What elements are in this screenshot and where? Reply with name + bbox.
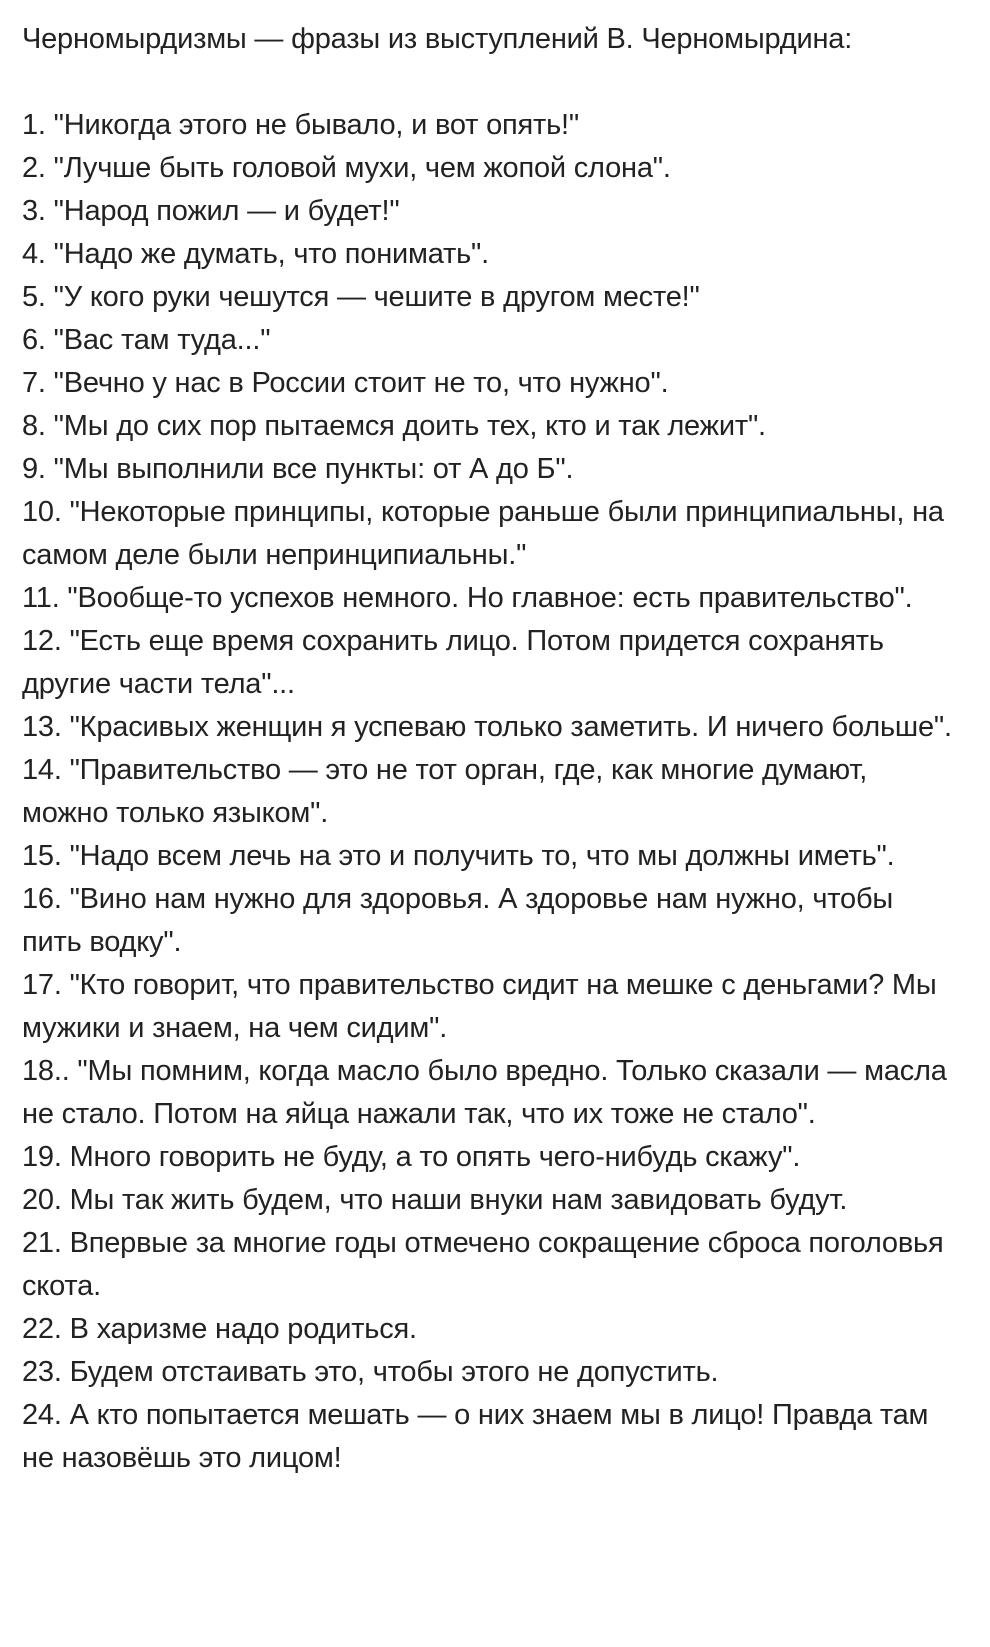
quote-item: 21. Впервые за многие годы отмечено сокращение сброса поголовья скота. xyxy=(22,1227,944,1302)
quote-item: 8. "Мы до сих пор пытаемся доить тех, кто и так лежит". xyxy=(22,410,766,442)
quote-item: 4. "Надо же думать, что понимать". xyxy=(22,238,489,270)
quote-item: 19. Много говорить не буду, а то опять чего-нибудь скажу". xyxy=(22,1141,801,1173)
quote-item: 10. "Некоторые принципы, которые раньше были принципиальны, на самом деле были непринципиальны." xyxy=(22,496,944,571)
quote-item: 20. Мы так жить будем, что наши внуки нам завидовать будут. xyxy=(22,1184,848,1216)
quote-item: 24. А кто попытается мешать — о них знаем мы в лицо! Правда там не назовёшь это лицом! xyxy=(22,1399,929,1474)
quote-item: 7. "Вечно у нас в России стоит не то, что нужно". xyxy=(22,367,669,399)
quote-item: 18.. "Мы помним, когда масло было вредно. Только сказали — масла не стало. Потом на яйца нажали так, что их тоже не стало". xyxy=(22,1055,947,1130)
page-title: Черномырдизмы — фразы из выступлений В. Черномырдина: xyxy=(22,23,853,55)
quote-item: 15. "Надо всем лечь на это и получить то, что мы должны иметь". xyxy=(22,840,895,872)
quote-list xyxy=(22,104,960,1480)
quote-item: 22. В харизме надо родиться. xyxy=(22,1313,417,1345)
quote-item: 17. "Кто говорит, что правительство сидит на мешке с деньгами? Мы мужики и знаем, на чем сидим". xyxy=(22,969,937,1044)
quote-item: 12. "Есть еще время сохранить лицо. Потом придется сохранять другие части тела"... xyxy=(22,625,884,700)
blank-line xyxy=(22,61,960,104)
quote-item: 11. "Вообще-то успехов немного. Но главное: есть правительство". xyxy=(22,582,913,614)
quote-item: 9. "Мы выполнили все пункты: от А до Б". xyxy=(22,453,574,485)
quote-item: 3. "Народ пожил — и будет!" xyxy=(22,195,400,227)
quote-item: 6. "Вас там туда..." xyxy=(22,324,271,356)
quote-item: 2. "Лучше быть головой мухи, чем жопой слона". xyxy=(22,152,671,184)
quote-item: 14. "Правительство — это не тот орган, где, как многие думают, можно только языком". xyxy=(22,754,868,829)
quote-item: 13. "Красивых женщин я успеваю только заметить. И ничего больше". xyxy=(22,711,952,743)
quote-item: 5. "У кого руки чешутся — чешите в другом месте!" xyxy=(22,281,700,313)
quote-item: 16. "Вино нам нужно для здоровья. А здоровье нам нужно, чтобы пить водку". xyxy=(22,883,894,958)
quote-item: 1. "Никогда этого не бывало, и вот опять!" xyxy=(22,109,579,141)
quote-item: 23. Будем отстаивать это, чтобы этого не допустить. xyxy=(22,1356,719,1388)
